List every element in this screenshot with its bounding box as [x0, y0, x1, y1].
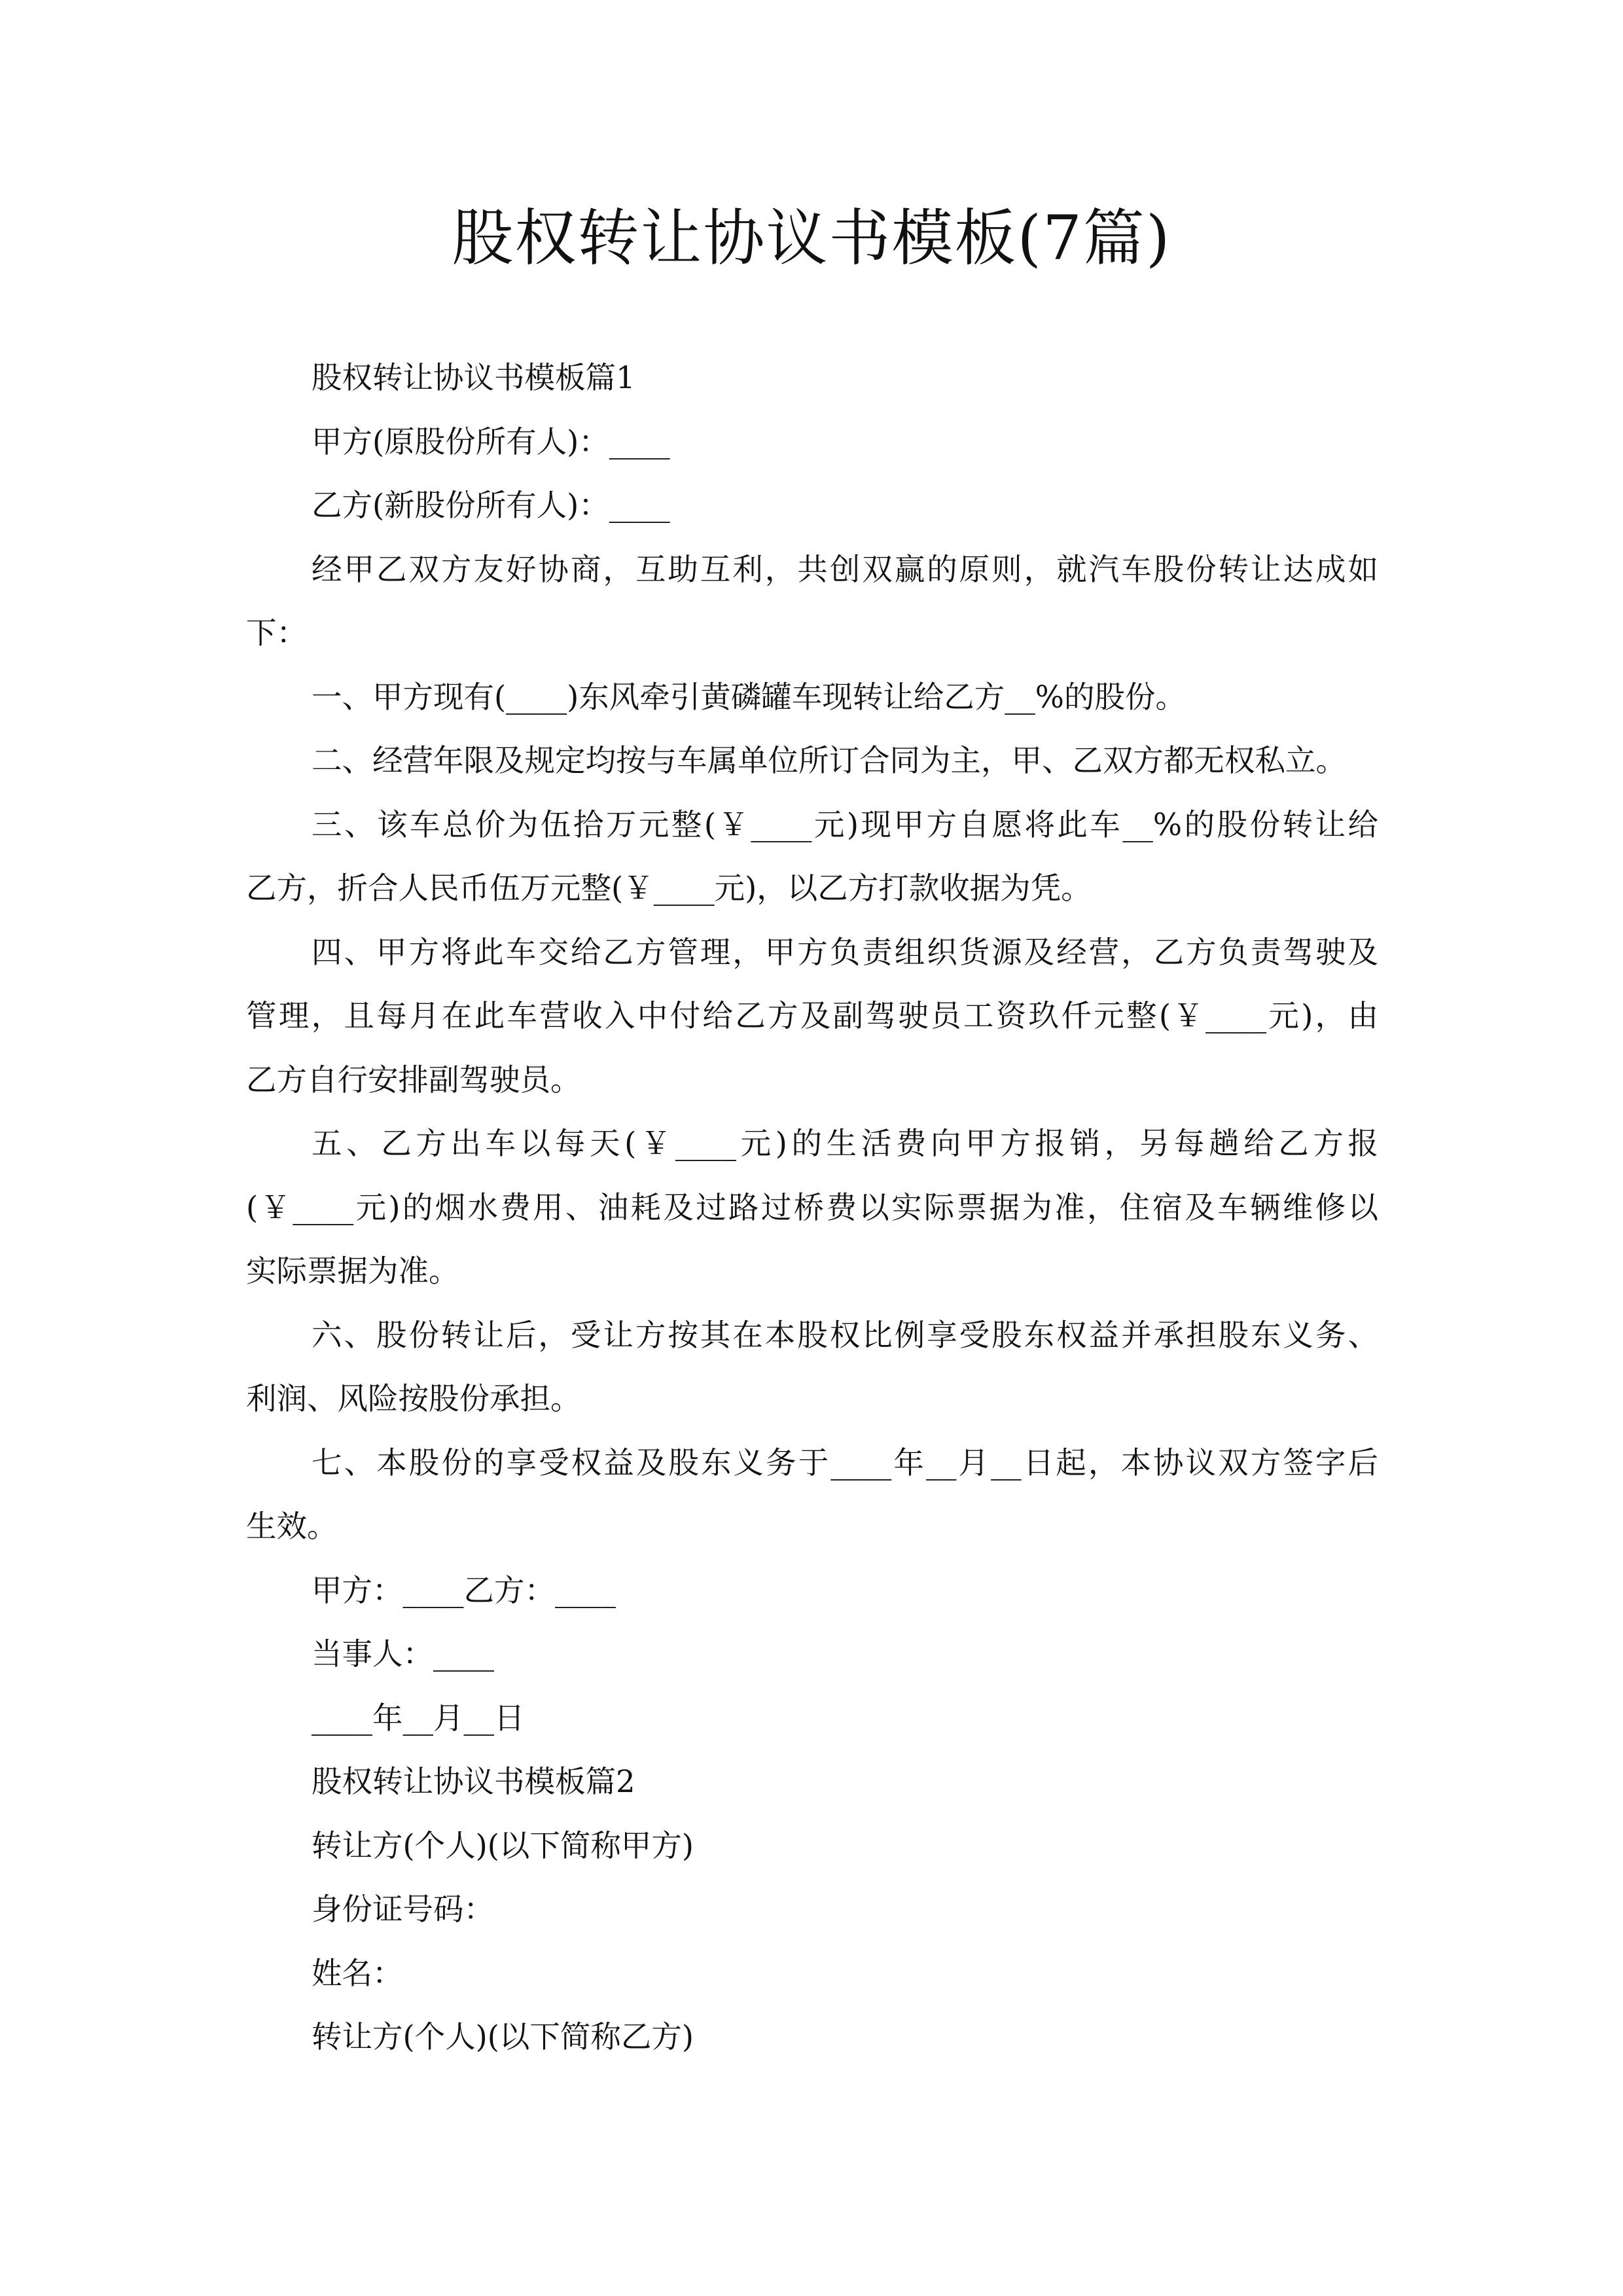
paragraph [246, 1559, 1378, 1623]
paragraph [246, 410, 1378, 475]
text-line: 转让方(个人)(以下简称乙方) [312, 2019, 694, 2054]
paragraph [246, 666, 1378, 730]
paragraph [246, 1942, 1378, 2006]
paragraph [246, 793, 1378, 921]
text-line: 生效。 [246, 1509, 338, 1544]
paragraph [246, 1687, 1378, 1751]
paragraph [246, 346, 1378, 410]
text-line: 甲方(原股份所有人)：____ [312, 423, 670, 459]
text-line: 股权转让协议书模板篇2 [312, 1764, 635, 1799]
text-line: 七、本股份的享受权益及股东义务于____年__月__日起，本协议双方签字后 [312, 1444, 1378, 1480]
text-line: 三、该车总价为伍拾万元整(￥____元)现甲方自愿将此车__%的股份转让给 [312, 806, 1378, 842]
text-line: 姓名： [312, 1955, 403, 1991]
text-line: 经甲乙双方友好协商，互助互利，共创双赢的原则，就汽车股份转让达成如 [312, 551, 1378, 587]
text-line: 甲方：____乙方：____ [312, 1572, 616, 1608]
text-line: 利润、风险按股份承担。 [246, 1381, 581, 1416]
text-line: ____年__月__日 [312, 1700, 525, 1736]
text-line: 乙方自行安排副驾驶员。 [246, 1062, 581, 1098]
text-line: 乙方(新股份所有人)：____ [312, 488, 670, 523]
paragraph [246, 1814, 1378, 1878]
text-line: 六、股份转让后，受让方按其在本股权比例享受股东权益并承担股东义务、 [312, 1317, 1378, 1353]
paragraph [246, 538, 1378, 666]
text-line: 四、甲方将此车交给乙方管理，甲方负责组织货源及经营，乙方负责驾驶及 [312, 934, 1378, 970]
paragraph [246, 1623, 1378, 1687]
document-body [246, 346, 1378, 2070]
text-line: 转让方(个人)(以下简称甲方) [312, 1827, 694, 1863]
text-line: 五、乙方出车以每天(￥____元)的生活费向甲方报销，另每趟给乙方报 [312, 1126, 1378, 1161]
paragraph [246, 1112, 1378, 1304]
text-line: 管理，且每月在此车营收入中付给乙方及副驾驶员工资玖仟元整(￥____元)，由 [246, 998, 1378, 1033]
text-line: (￥____元)的烟水费用、油耗及过路过桥费以实际票据为准，住宿及车辆维修以 [246, 1189, 1378, 1225]
paragraph [246, 1750, 1378, 1814]
text-line: 实际票据为准。 [246, 1253, 459, 1289]
text-line: 二、经营年限及规定均按与车属单位所订合同为主，甲、乙双方都无权私立。 [312, 743, 1346, 778]
paragraph [246, 729, 1378, 793]
text-line: 股权转让协议书模板篇1 [312, 360, 635, 395]
paragraph [246, 2005, 1378, 2070]
paragraph [246, 921, 1378, 1113]
paragraph [246, 474, 1378, 538]
text-line: 身份证号码： [312, 1892, 494, 1927]
text-line: 下： [246, 615, 307, 651]
paragraph [246, 1304, 1378, 1431]
text-line: 当事人：____ [312, 1636, 494, 1672]
document-title: 股权转让协议书模板(7篇) [452, 203, 1171, 274]
text-line: 一、甲方现有(____)东风牵引黄磷罐车现转让给乙方__%的股份。 [312, 679, 1186, 715]
text-line: 乙方，折合人民币伍万元整(￥____元)，以乙方打款收据为凭。 [246, 870, 1092, 906]
paragraph [246, 1878, 1378, 1942]
paragraph [246, 1431, 1378, 1559]
